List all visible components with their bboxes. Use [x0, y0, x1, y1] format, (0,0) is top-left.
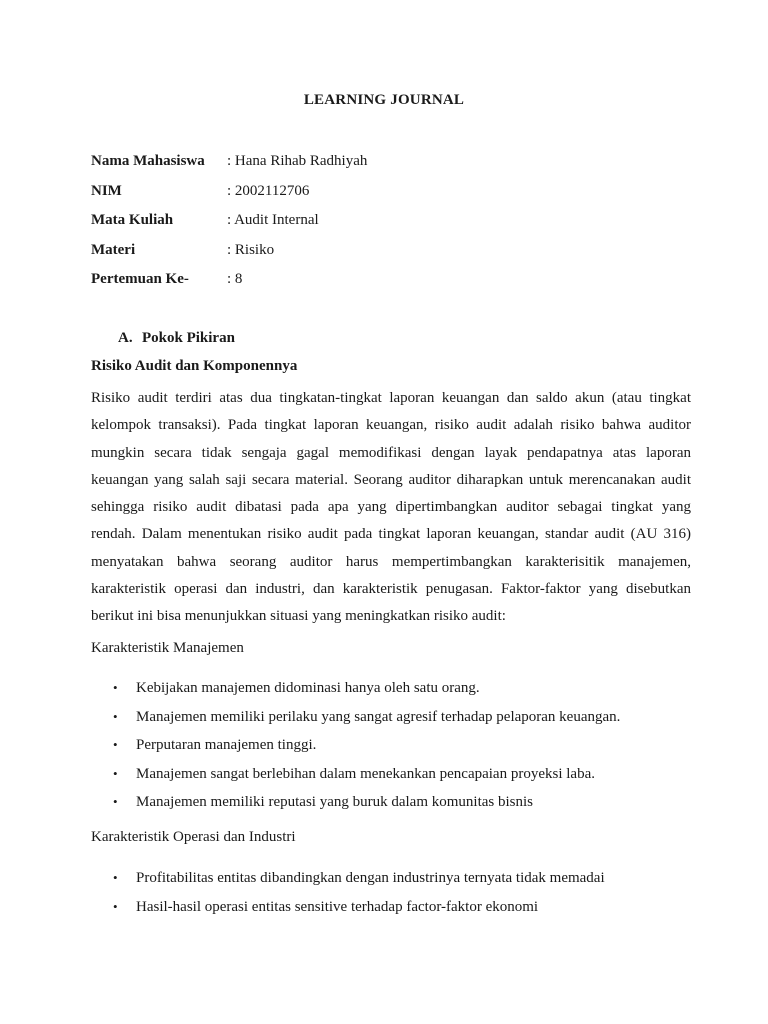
info-value: : Audit Internal	[227, 212, 319, 228]
info-label: Nama Mahasiswa	[91, 153, 205, 169]
list-item-text: Profitabilitas entitas dibandingkan dengan industrinya ternyata tidak memadai	[136, 870, 605, 886]
section-heading	[118, 330, 235, 347]
info-row-mata-kuliah	[91, 209, 367, 239]
bullet-icon: •	[113, 898, 118, 914]
info-row-pertemuan	[91, 268, 367, 298]
list-item-text: Manajemen memiliki reputasi yang buruk dalam komunitas bisnis	[136, 794, 534, 810]
info-value: : 2002112706	[227, 182, 310, 199]
bullet-list-operasi	[113, 867, 605, 924]
info-row-nama	[91, 150, 367, 180]
paragraph-line: rendah. Dalam menentukan risiko audit pada tingkat laporan keuangan, standar audit (AU 316)	[91, 526, 691, 543]
info-label: NIM	[91, 182, 122, 199]
info-value: : Risiko	[227, 241, 275, 258]
list-item	[113, 734, 620, 763]
section-letter: A.	[118, 330, 133, 346]
info-row-materi	[91, 239, 367, 269]
list-item	[113, 706, 620, 735]
bullet-icon: •	[113, 680, 118, 695]
group-title-manajemen: Karakteristik Manajemen	[91, 640, 244, 656]
info-value: : 8	[227, 271, 243, 287]
list-item	[113, 677, 620, 706]
list-item-text: Kebijakan manajemen didominasi hanya oleh satu orang.	[136, 680, 480, 696]
body-paragraph	[91, 385, 691, 631]
paragraph-line: Risiko audit terdiri atas dua tingkatan-tingkat laporan keuangan dan saldo akun (atau tingkat	[91, 390, 691, 406]
info-label: Materi	[91, 241, 136, 258]
paragraph-line: kelompok transaksi). Pada tingkat laporan keuangan, risiko audit adalah risiko bahwa auditor	[91, 417, 691, 434]
bullet-icon: •	[113, 794, 118, 809]
paragraph-line: keuangan yang salah saji secara material. Seorang auditor diharapkan untuk merencanakan audit	[91, 471, 691, 488]
info-row-nim	[91, 180, 367, 210]
paragraph-line: mungkin secara tidak sengaja gagal memodifikasi dengan layak pendapatnya atas laporan	[91, 444, 691, 461]
list-item	[113, 867, 605, 896]
paragraph-line: menyatakan bahwa seorang auditor harus mempertimbangkan karakterisitik manajemen,	[91, 553, 691, 570]
list-item	[113, 896, 605, 925]
bullet-icon: •	[113, 870, 118, 885]
student-info	[91, 150, 367, 298]
document-title: LEARNING JOURNAL	[303, 92, 465, 108]
list-item-text: Perputaran manajemen tinggi.	[136, 737, 317, 753]
subheading: Risiko Audit dan Komponennya	[91, 358, 298, 374]
bullet-icon: •	[113, 765, 118, 781]
list-item-text: Hasil-hasil operasi entitas sensitive terhadap factor-faktor ekonomi	[136, 898, 539, 915]
info-label: Mata Kuliah	[91, 212, 174, 228]
paragraph-line: sehingga risiko audit dibatasi pada apa yang dipertimbangkan auditor sebagai tingkat yang	[91, 499, 691, 516]
info-value: : Hana Rihab Radhiyah	[227, 153, 368, 169]
bullet-icon: •	[113, 708, 118, 724]
list-item	[113, 763, 620, 792]
paragraph-line: karakteristik operasi dan industri, dan karakteristik penugasan. Faktor-faktor yang disebutkan	[91, 581, 691, 598]
bullet-icon: •	[113, 737, 118, 752]
section-title: Pokok Pikiran	[142, 330, 235, 346]
paragraph-line: berikut ini bisa menunjukkan situasi yang meningkatkan risiko audit:	[91, 608, 506, 625]
info-label: Pertemuan Ke-	[91, 271, 189, 287]
bullet-list-manajemen	[113, 677, 620, 820]
group-title-operasi: Karakteristik Operasi dan Industri	[91, 829, 296, 845]
list-item-text: Manajemen sangat berlebihan dalam menekankan pencapaian proyeksi laba.	[136, 765, 595, 782]
list-item	[113, 791, 620, 820]
list-item-text: Manajemen memiliki perilaku yang sangat agresif terhadap pelaporan keuangan.	[136, 708, 621, 725]
